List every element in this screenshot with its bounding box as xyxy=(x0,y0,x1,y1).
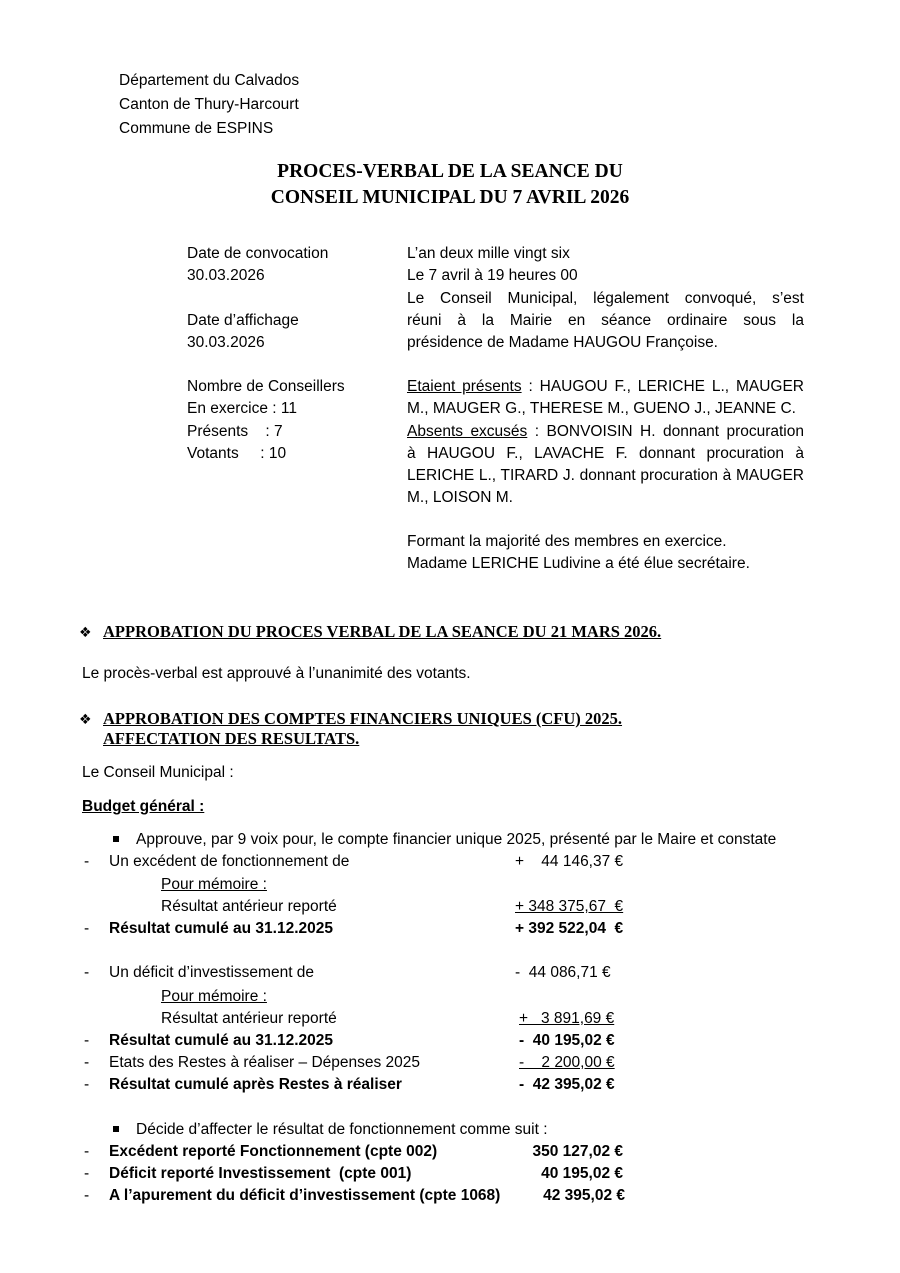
dash: - xyxy=(84,1187,90,1204)
affect-label-1068: A l’apurement du déficit d’investissement (cpte 1068) xyxy=(109,1187,501,1204)
presents-line-1 xyxy=(407,376,804,398)
affect-label-002: Excédent reporté Fonctionnement (cpte 002) xyxy=(109,1143,438,1160)
budget-general-label: Budget général : xyxy=(82,798,205,815)
fonct-cumul-value: + 392 522,04 € xyxy=(515,920,624,937)
section1-text: Le procès-verbal est approuvé à l’unanimité des votants. xyxy=(82,665,471,682)
fonct-memo: Pour mémoire : xyxy=(161,876,267,893)
header-department: Département du Calvados xyxy=(119,72,300,89)
secretaire-text: Madame LERICHE Ludivine a été élue secrétaire. xyxy=(407,555,750,572)
affect-value-001: 40 195,02 € xyxy=(541,1165,623,1182)
absents-label: Absents excusés xyxy=(407,423,528,440)
intro-line-3: Le Conseil Municipal, légalement convoqué, s’est xyxy=(407,290,804,307)
dash: - xyxy=(84,964,90,981)
apres-rar-label: Résultat cumulé après Restes à réaliser xyxy=(109,1076,402,1093)
fonct-ant-label: Résultat antérieur reporté xyxy=(161,898,337,915)
affect-label-001: Déficit reporté Investissement (cpte 001) xyxy=(109,1165,412,1182)
convocation-date: 30.03.2026 xyxy=(187,267,265,284)
invest-label: Un déficit d’investissement de xyxy=(109,964,315,981)
dash: - xyxy=(84,853,90,870)
fonct-ant-value: + 348 375,67 € xyxy=(515,898,624,915)
square-bullet-icon xyxy=(113,1126,119,1132)
absents-names-2: à HAUGOU F., LAVACHE F. donnant procuration à xyxy=(407,445,804,462)
intro-line-4: réuni à la Mairie en séance ordinaire sous la xyxy=(407,312,804,329)
majorite-text: Formant la majorité des membres en exercice. xyxy=(407,533,727,550)
conseillers-presents: Présents : 7 xyxy=(187,423,283,440)
conseillers-votants: Votants : 10 xyxy=(187,445,287,462)
invest-cumul-value: - 40 195,02 € xyxy=(519,1032,615,1049)
dash: - xyxy=(84,1076,90,1093)
diamond-bullet-icon: ❖ xyxy=(79,624,92,640)
invest-memo: Pour mémoire : xyxy=(161,988,267,1005)
invest-ant-value: + 3 891,69 € xyxy=(519,1010,615,1027)
dash: - xyxy=(84,1054,90,1071)
fonct-cumul-label: Résultat cumulé au 31.12.2025 xyxy=(109,920,334,937)
apres-rar-value: - 42 395,02 € xyxy=(519,1076,615,1093)
dash: - xyxy=(84,1143,90,1160)
convocation-label: Date de convocation xyxy=(187,245,329,262)
section1-heading: APPROBATION DU PROCES VERBAL DE LA SEANCE DU 21 MARS 2026. xyxy=(103,622,662,641)
presents-names-1: : HAUGOU F., LERICHE L., MAUGER xyxy=(521,378,804,395)
affichage-date: 30.03.2026 xyxy=(187,334,265,351)
invest-cumul-label: Résultat cumulé au 31.12.2025 xyxy=(109,1032,334,1049)
absents-names-1: : BONVOISIN H. donnant procuration xyxy=(527,423,804,440)
absents-names-3: LERICHE L., TIRARD J. donnant procuration à MAUGER xyxy=(407,467,804,484)
header-canton: Canton de Thury-Harcourt xyxy=(119,96,299,113)
dash: - xyxy=(84,1165,90,1182)
intro-line-5: présidence de Madame HAUGOU Françoise. xyxy=(407,334,718,351)
affichage-label: Date d’affichage xyxy=(187,312,299,329)
fonct-value: + 44 146,37 € xyxy=(515,853,624,870)
conseillers-exercice: En exercice : 11 xyxy=(187,400,297,417)
conseil-label: Le Conseil Municipal : xyxy=(82,764,234,781)
header-commune: Commune de ESPINS xyxy=(119,120,274,137)
absents-names-4: M., LOISON M. xyxy=(407,489,513,506)
intro-year: L’an deux mille vingt six xyxy=(407,245,570,262)
square-bullet-icon xyxy=(113,836,119,842)
affect-value-1068: 42 395,02 € xyxy=(543,1187,625,1204)
section2-heading-1: APPROBATION DES COMPTES FINANCIERS UNIQUES (CFU) 2025. xyxy=(103,709,623,728)
section2-heading-2: AFFECTATION DES RESULTATS. xyxy=(103,729,360,748)
title-line-1: PROCES-VERBAL DE LA SEANCE DU xyxy=(277,161,623,182)
fonct-label: Un excédent de fonctionnement de xyxy=(109,853,350,870)
absents-line-1 xyxy=(407,421,804,443)
rar-value: - 2 200,00 € xyxy=(519,1054,615,1071)
approuve-text: Approuve, par 9 voix pour, le compte financier unique 2025, présenté par le Maire et constate xyxy=(136,831,777,848)
title-line-2: CONSEIL MUNICIPAL DU 7 AVRIL 2026 xyxy=(270,187,630,208)
presents-label: Etaient présents xyxy=(407,378,522,395)
affect-value-002: 350 127,02 € xyxy=(532,1143,623,1160)
dash: - xyxy=(84,1032,90,1049)
invest-value: - 44 086,71 € xyxy=(515,964,611,981)
invest-ant-label: Résultat antérieur reporté xyxy=(161,1010,337,1027)
decide-text: Décide d’affecter le résultat de fonctionnement comme suit : xyxy=(136,1121,548,1138)
conseillers-label: Nombre de Conseillers xyxy=(187,378,345,395)
diamond-bullet-icon: ❖ xyxy=(79,711,92,727)
intro-date: Le 7 avril à 19 heures 00 xyxy=(407,267,578,284)
dash: - xyxy=(84,920,90,937)
rar-label: Etats des Restes à réaliser – Dépenses 2025 xyxy=(109,1054,421,1071)
presents-names-2: M., MAUGER G., THERESE M., GUENO J., JEANNE C. xyxy=(407,400,796,417)
